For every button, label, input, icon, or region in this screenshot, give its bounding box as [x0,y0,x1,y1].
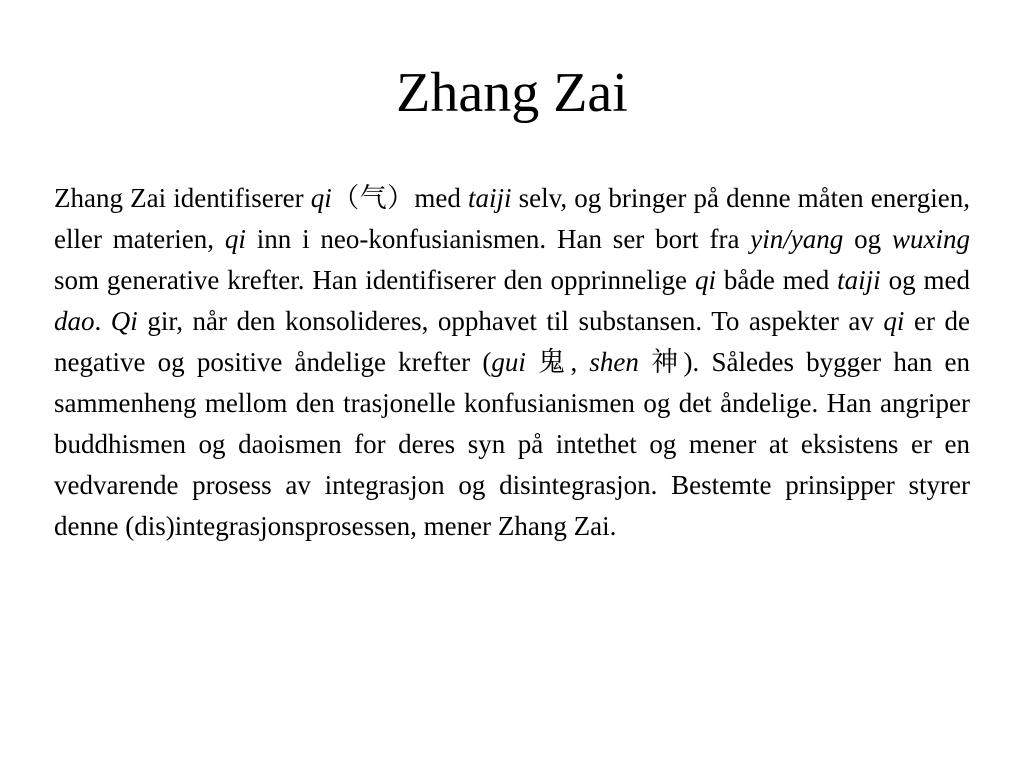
body-run: 鬼, [525,347,590,377]
body-run-italic: Qi [110,306,138,336]
body-run-italic: qi [224,224,246,254]
body-run: er de negative og positive åndelige krefter ( [54,306,970,377]
body-run: . [94,306,111,336]
body-run-italic: gui [491,347,526,377]
body-run: gir, når den konsolideres, opphavet til substansen. To aspekter av [137,306,884,336]
body-run-italic: qi [883,306,905,336]
body-run: Zhang Zai identifiserer [54,183,311,213]
body-run-italic: yin/yang [750,224,844,254]
body-run: både med [715,265,838,295]
body-run: selv, og bringer på denne måten energien, eller materien, [54,183,970,254]
body-run-italic: wuxing [891,224,970,254]
body-run: og med [880,265,970,295]
body-run: som generative krefter. Han identifiserer den opprinnelige [54,265,695,295]
slide-title: Zhang Zai [396,62,628,124]
body-run-italic: qi [694,265,716,295]
body-run-italic: qi [310,183,332,213]
body-run: （气）med [331,183,468,213]
body-run-italic: taiji [467,183,512,213]
slide-body-text [54,178,970,547]
body-run: og [843,224,892,254]
body-run: 神). Således bygger han en sammenheng mellom den trasjonelle konfusianismen og det åndelige. Han angriper buddhismen og daoismen for deres syn på intethet og mener at eksistens er en vedvarende prosess av integrasjon og disintegrasjon. Bestemte prinsipper styrer denne (dis)integrasjonsprosessen, mener Zhang Zai. [54,347,970,541]
body-run-italic: taiji [837,265,881,295]
body-run: inn i neo-konfusianismen. Han ser bort fra [245,224,751,254]
body-run-italic: shen [589,347,639,377]
body-run-italic: dao [54,306,95,336]
